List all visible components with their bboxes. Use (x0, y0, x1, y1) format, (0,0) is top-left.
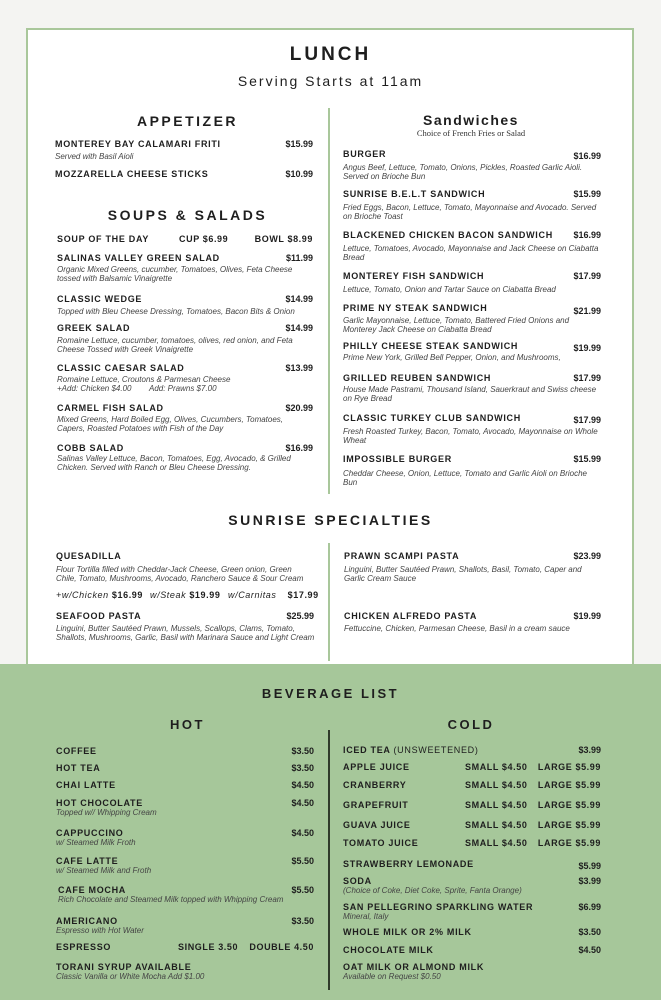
item-name: COFFEE (56, 746, 97, 756)
item-price: $11.99 (285, 253, 313, 263)
item-desc: w/ Steamed Milk Froth (56, 838, 136, 847)
carnitas-label: w/Carnitas (228, 590, 277, 600)
item-desc: Prime New York, Grilled Bell Pepper, Onion, and Mushrooms, (343, 353, 561, 362)
soup-of-the-day (57, 234, 313, 246)
item-name: MOZZARELLA CHEESE STICKS (55, 169, 209, 179)
item-price: $17.99 (573, 373, 601, 383)
item-price: $21.99 (573, 306, 601, 316)
item-price: $6.99 (578, 902, 601, 912)
item-name: SOUP OF THE DAY (57, 234, 150, 244)
item-name: TORANI SYRUP AVAILABLE (56, 962, 192, 972)
sandwiches-heading: Sandwiches (423, 112, 519, 128)
item-desc: Flour Tortilla filled with Cheddar-Jack Cheese, Green onion, Green Chile, Tomato, Mushrooms, Avocado, Ranchero Sauce & Sour Cream (56, 565, 304, 583)
juice-item (343, 800, 601, 812)
iced-tea-name: ICED TEA (343, 745, 391, 755)
item-desc: Espresso with Hot Water (56, 926, 144, 935)
item-desc: Salinas Valley Lettuce, Bacon, Tomatoes, Egg, Avocado, & Grilled Chicken. Served with Ranch or Bleu Cheese Dressing. (57, 454, 291, 472)
item-desc: Garlic Mayonnaise, Lettuce, Tomato, Battered Fried Onions and Monterey Jack Cheese on Ciabatta Bread (343, 316, 570, 334)
item-name: STRAWBERRY LEMONADE (343, 859, 474, 869)
chicken-label: +w/Chicken (56, 590, 109, 600)
item-name: BURGER (343, 149, 387, 159)
item-name: GUAVA JUICE (343, 820, 411, 830)
large-price: LARGE $5.99 (537, 762, 601, 772)
item-desc: Fried Eggs, Bacon, Lettuce, Tomato, Mayonnaise and Avocado. Served on Brioche Toast (343, 203, 597, 221)
item-price: $3.50 (291, 746, 314, 756)
large-price: LARGE $5.99 (537, 800, 601, 810)
item-desc: Mineral, Italy (343, 912, 389, 921)
hot-heading: HOT (170, 717, 205, 732)
item-price: $17.99 (573, 415, 601, 425)
small-price: SMALL $4.50 (465, 838, 528, 848)
item-name: CHICKEN ALFREDO PASTA (344, 611, 478, 621)
item-price: $19.99 (573, 611, 601, 621)
juice-item (343, 780, 601, 792)
item-price: $3.99 (578, 745, 601, 755)
item-price: $19.99 (573, 343, 601, 353)
item-name: CHAI LATTE (56, 780, 116, 790)
item-name: TOMATO JUICE (343, 838, 419, 848)
single-price: SINGLE 3.50 (178, 942, 239, 952)
espresso-item (56, 942, 314, 954)
item-name: GRILLED REUBEN SANDWICH (343, 373, 492, 383)
lunch-column-divider (328, 108, 330, 494)
item-name: HOT CHOCOLATE (56, 798, 143, 808)
item-desc: (Choice of Coke, Diet Coke, Sprite, Fanta Orange) (343, 886, 522, 895)
item-price: $15.99 (573, 454, 601, 464)
item-price: $16.99 (285, 443, 313, 453)
item-addons: +Add: Chicken $4.00 Add: Prawns $7.00 (57, 384, 217, 393)
item-price: $16.99 (573, 230, 601, 240)
item-name: IMPOSSIBLE BURGER (343, 454, 452, 464)
item-price: $13.99 (285, 363, 313, 373)
item-name: SALINAS VALLEY GREEN SALAD (57, 253, 220, 263)
item-price: $3.50 (291, 763, 314, 773)
item-desc: Lettuce, Tomatoes, Avocado, Mayonnaise and Jack Cheese on Ciabatta Bread (343, 244, 599, 262)
large-price: LARGE $5.99 (537, 780, 601, 790)
item-desc: Linguini, Butter Sautéed Prawn, Shallots, Basil, Tomato, Caper and Garlic Cream Sauce (344, 565, 582, 583)
item-name: SAN PELLEGRINO SPARKLING WATER (343, 902, 534, 912)
item-name: PRAWN SCAMPI PASTA (344, 551, 460, 561)
item-desc: Romaine Lettuce, Croutons & Parmesan Cheese (57, 375, 231, 384)
cup-price: CUP $6.99 (179, 234, 229, 244)
juice-item (343, 820, 601, 832)
item-name: QUESADILLA (56, 551, 122, 561)
bowl-price: BOWL $8.99 (254, 234, 313, 244)
item-name: CAFE LATTE (56, 856, 119, 866)
item-desc: w/ Steamed Milk and Froth (56, 866, 152, 875)
item-name: BLACKENED CHICKEN BACON SANDWICH (343, 230, 553, 240)
item-name: CAPPUCCINO (56, 828, 124, 838)
item-price: $3.50 (291, 916, 314, 926)
serving-time: Serving Starts at 11am (237, 73, 424, 89)
item-price: $3.99 (578, 876, 601, 886)
item-name: GREEK SALAD (57, 323, 131, 333)
soups-heading: SOUPS & SALADS (107, 207, 268, 223)
small-price: SMALL $4.50 (465, 800, 528, 810)
item-name: SUNRISE B.E.L.T SANDWICH (343, 189, 486, 199)
item-price: $15.99 (573, 189, 601, 199)
small-price: SMALL $4.50 (465, 780, 528, 790)
item-name (343, 745, 479, 755)
item-price: $5.99 (578, 861, 601, 871)
item-name: HOT TEA (56, 763, 101, 773)
item-price: $4.50 (291, 780, 314, 790)
item-name: OAT MILK OR ALMOND MILK (343, 962, 485, 972)
specialties-column-divider (328, 543, 330, 661)
item-desc: Topped with Bleu Cheese Dressing, Tomatoes, Bacon Bits & Onion (57, 307, 295, 316)
item-desc: Mixed Greens, Hard Boiled Egg, Olives, Cucumbers, Tomatoes, Capers, Roasted Potatoes with Fish of the Day (57, 415, 284, 433)
steak-price: $19.99 (189, 590, 221, 600)
small-price: SMALL $4.50 (465, 762, 528, 772)
item-desc: Classic Vanilla or White Mocha Add $1.00 (56, 972, 205, 981)
item-name: MONTEREY FISH SANDWICH (343, 271, 485, 281)
specialties-heading: SUNRISE SPECIALTIES (228, 512, 433, 528)
cold-heading: COLD (447, 717, 495, 732)
item-name: CRANBERRY (343, 780, 407, 790)
item-desc: Romaine Lettuce, cucumber, tomatoes, olives, red onion, and Feta Cheese Tossed with Greek Vinaigrette (57, 336, 293, 354)
item-desc: Served with Basil Aioli (55, 152, 134, 161)
item-price: $17.99 (573, 271, 601, 281)
item-name: CLASSIC TURKEY CLUB SANDWICH (343, 413, 521, 423)
beverage-column-divider (328, 730, 330, 990)
item-name: ESPRESSO (56, 942, 112, 952)
item-desc: Available on Request $0.50 (343, 972, 441, 981)
juice-item (343, 762, 601, 774)
item-desc: Rich Chocolate and Steamed Milk topped with Whipping Cream (58, 895, 284, 904)
item-name: AMERICANO (56, 916, 118, 926)
item-desc: Lettuce, Tomato, Onion and Tartar Sauce on Ciabatta Bread (343, 285, 556, 294)
item-desc: Linguini, Butter Sautéed Prawn, Mussels, Scallops, Clams, Tomato, Shallots, Mushrooms, Garlic, Basil with Marinara Sauce and Light Cream (56, 624, 315, 642)
lunch-title: LUNCH (289, 44, 372, 65)
item-desc: Fettuccine, Chicken, Parmesan Cheese, Basil in a cream sauce (344, 624, 570, 633)
item-name: SEAFOOD PASTA (56, 611, 142, 621)
item-name: SODA (343, 876, 372, 886)
item-name: PHILLY CHEESE STEAK SANDWICH (343, 341, 519, 351)
item-price: $14.99 (285, 323, 313, 333)
item-price: $4.50 (291, 828, 314, 838)
item-price: $25.99 (286, 611, 314, 621)
item-price: $10.99 (285, 169, 313, 179)
item-price: $4.50 (291, 798, 314, 808)
appetizer-heading: APPETIZER (136, 113, 239, 129)
item-price: $20.99 (285, 403, 313, 413)
item-price: $14.99 (285, 294, 313, 304)
juice-item (343, 838, 601, 850)
item-name: PRIME NY STEAK SANDWICH (343, 303, 488, 313)
item-name: WHOLE MILK OR 2% MILK (343, 927, 472, 937)
item-price: $5.50 (291, 856, 314, 866)
item-desc: Organic Mixed Greens, cucumber, Tomatoes, Olives, Feta Cheese tossed with Balsamic Vinaigrette (57, 265, 293, 283)
item-desc: Fresh Roasted Turkey, Bacon, Tomato, Avocado, Mayonnaise on Whole Wheat (343, 427, 598, 445)
item-desc: House Made Pastrami, Thousand Island, Sauerkraut and Swiss cheese on Rye Bread (343, 385, 597, 403)
item-name: APPLE JUICE (343, 762, 410, 772)
chicken-price: $16.99 (111, 590, 144, 600)
item-desc: Cheddar Cheese, Onion, Lettuce, Tomato and Garlic Aioli on Brioche Bun (343, 469, 587, 487)
iced-tea-note: (UNSWEETENED) (393, 745, 479, 755)
item-price: $3.50 (578, 927, 601, 937)
large-price: LARGE $5.99 (537, 820, 601, 830)
item-price: $15.99 (285, 139, 313, 149)
item-name: CHOCOLATE MILK (343, 945, 434, 955)
beverage-heading: BEVERAGE LIST (261, 686, 400, 701)
item-name: COBB SALAD (57, 443, 124, 453)
item-name: MONTEREY BAY CALAMARI FRITI (55, 139, 221, 149)
item-desc: Angus Beef, Lettuce, Tomato, Onions, Pickles, Roasted Garlic Aioli. Served on Brioche Bun (343, 163, 583, 181)
carnitas-price: $17.99 (287, 590, 319, 600)
item-name: CLASSIC WEDGE (57, 294, 143, 304)
item-name: CAFE MOCHA (58, 885, 126, 895)
steak-label: w/Steak (150, 590, 187, 600)
item-desc: Topped w// Whipping Cream (56, 808, 157, 817)
item-price: $5.50 (291, 885, 314, 895)
item-name: GRAPEFRUIT (343, 800, 409, 810)
item-name: CLASSIC CAESAR SALAD (57, 363, 185, 373)
item-price: $4.50 (578, 945, 601, 955)
large-price: LARGE $5.99 (537, 838, 601, 848)
small-price: SMALL $4.50 (465, 820, 528, 830)
item-price: $16.99 (573, 151, 601, 161)
sandwiches-subheading: Choice of French Fries or Salad (416, 128, 526, 138)
double-price: DOUBLE 4.50 (249, 942, 314, 952)
item-name: CARMEL FISH SALAD (57, 403, 164, 413)
item-price: $23.99 (573, 551, 601, 561)
